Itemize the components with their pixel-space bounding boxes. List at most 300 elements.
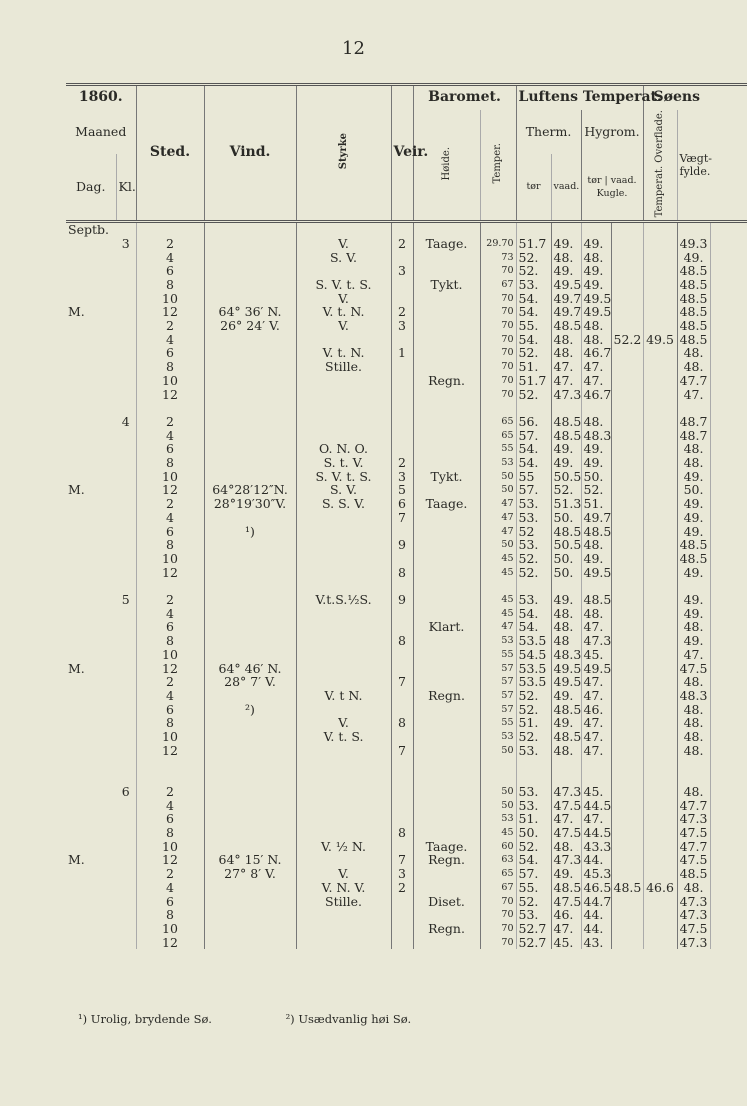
cell-h-vaad bbox=[643, 483, 677, 497]
cell-maaned bbox=[66, 401, 116, 415]
cell-veir bbox=[413, 634, 480, 648]
cell-bar-t: 52. bbox=[516, 264, 551, 278]
cell-vind bbox=[296, 525, 391, 539]
cell-kl: 12 bbox=[136, 936, 204, 950]
cell-soe-v bbox=[710, 607, 747, 621]
cell-veir bbox=[413, 360, 480, 374]
cell-kl: 8 bbox=[136, 634, 204, 648]
cell-t-tor: 51.3 bbox=[551, 497, 581, 511]
cell-bar-t: 55. bbox=[516, 319, 551, 333]
cell-h-tor bbox=[611, 716, 643, 730]
cell-styrke bbox=[391, 388, 413, 402]
cell-h-tor bbox=[611, 222, 643, 237]
cell-sted bbox=[204, 442, 296, 456]
cell-bar-t: 56. bbox=[516, 415, 551, 429]
cell-soe-t: 47. bbox=[677, 388, 710, 402]
cell-kl: 8 bbox=[136, 360, 204, 374]
cell-maaned bbox=[66, 346, 116, 360]
cell-bar-t: 52 bbox=[516, 525, 551, 539]
cell-maaned bbox=[66, 908, 116, 922]
cell-dag bbox=[116, 936, 136, 950]
cell-kl: 4 bbox=[136, 251, 204, 265]
cell-veir bbox=[413, 881, 480, 895]
cell-vind bbox=[296, 826, 391, 840]
cell-soe-t: 47.3 bbox=[677, 936, 710, 950]
cell-soe-v bbox=[710, 360, 747, 374]
cell-maaned bbox=[66, 744, 116, 758]
cell-t-vaad: 49.5 bbox=[581, 566, 611, 580]
table-row bbox=[66, 237, 747, 251]
cell-sted bbox=[204, 429, 296, 443]
cell-kl: 10 bbox=[136, 840, 204, 854]
cell-sted bbox=[204, 374, 296, 388]
hygrom-header: Hygrom. bbox=[581, 110, 643, 154]
luft-temp-header: Luftens Temperat. bbox=[516, 85, 643, 111]
cell-veir bbox=[413, 812, 480, 826]
cell-bar-t: 53. bbox=[516, 538, 551, 552]
cell-sted: 64° 36′ N. bbox=[204, 305, 296, 319]
cell-soe-v bbox=[710, 895, 747, 909]
cell-vind: V. bbox=[296, 867, 391, 881]
cell-maaned bbox=[66, 319, 116, 333]
cell-bar-h: 70 bbox=[480, 374, 516, 388]
cell-styrke bbox=[391, 292, 413, 306]
cell-t-vaad: 47. bbox=[581, 744, 611, 758]
cell-t-tor bbox=[551, 771, 581, 785]
cell-bar-t: 53. bbox=[516, 497, 551, 511]
cell-h-tor bbox=[611, 305, 643, 319]
cell-kl: 4 bbox=[136, 429, 204, 443]
cell-sted bbox=[204, 251, 296, 265]
cell-t-tor: 49.7 bbox=[551, 305, 581, 319]
cell-veir: Klart. bbox=[413, 620, 480, 634]
cell-vind: V. bbox=[296, 292, 391, 306]
cell-veir bbox=[413, 222, 480, 237]
cell-soe-v bbox=[710, 552, 747, 566]
table-row bbox=[66, 429, 747, 443]
cell-soe-t: 49. bbox=[677, 251, 710, 265]
vind-header: Vind. bbox=[204, 85, 296, 222]
cell-maaned bbox=[66, 593, 116, 607]
cell-t-tor: 52. bbox=[551, 483, 581, 497]
cell-vind bbox=[296, 758, 391, 772]
table-row bbox=[66, 278, 747, 292]
cell-kl: 2 bbox=[136, 867, 204, 881]
cell-soe-t: 50. bbox=[677, 483, 710, 497]
cell-styrke bbox=[391, 278, 413, 292]
cell-sted bbox=[204, 744, 296, 758]
cell-styrke: 3 bbox=[391, 470, 413, 484]
cell-t-tor: 48.5 bbox=[551, 730, 581, 744]
cell-h-tor bbox=[611, 319, 643, 333]
cell-soe-v bbox=[710, 593, 747, 607]
cell-veir bbox=[413, 292, 480, 306]
cell-styrke bbox=[391, 785, 413, 799]
cell-t-tor: 49.5 bbox=[551, 675, 581, 689]
cell-maaned bbox=[66, 648, 116, 662]
cell-t-tor: 49. bbox=[551, 593, 581, 607]
cell-sted: ²) bbox=[204, 703, 296, 717]
cell-bar-h: 70 bbox=[480, 360, 516, 374]
footnote-2: ²) Usædvanlig høi Sø. bbox=[285, 1012, 412, 1026]
cell-sted bbox=[204, 415, 296, 429]
cell-t-tor: 49. bbox=[551, 689, 581, 703]
cell-t-tor: 49. bbox=[551, 716, 581, 730]
cell-t-vaad: 43. bbox=[581, 936, 611, 950]
cell-kl: 6 bbox=[136, 703, 204, 717]
table-row bbox=[66, 648, 747, 662]
table-row bbox=[66, 222, 747, 237]
cell-t-tor: 49. bbox=[551, 237, 581, 251]
cell-h-vaad bbox=[643, 675, 677, 689]
hygrom-tor-label: tør bbox=[587, 175, 602, 187]
cell-h-vaad bbox=[643, 251, 677, 265]
cell-vind: S. V. bbox=[296, 483, 391, 497]
cell-vind bbox=[296, 429, 391, 443]
cell-h-vaad bbox=[643, 867, 677, 881]
cell-sted: 27° 8′ V. bbox=[204, 867, 296, 881]
cell-t-tor: 47. bbox=[551, 374, 581, 388]
table-row bbox=[66, 881, 747, 895]
cell-veir bbox=[413, 251, 480, 265]
cell-t-tor: 48.5 bbox=[551, 429, 581, 443]
table-row bbox=[66, 470, 747, 484]
cell-h-tor bbox=[611, 662, 643, 676]
cell-maaned bbox=[66, 415, 116, 429]
cell-bar-h: 73 bbox=[480, 251, 516, 265]
cell-vind bbox=[296, 648, 391, 662]
cell-veir bbox=[413, 675, 480, 689]
cell-bar-h: 50 bbox=[480, 799, 516, 813]
cell-soe-v bbox=[710, 716, 747, 730]
cell-dag bbox=[116, 264, 136, 278]
cell-t-vaad bbox=[581, 222, 611, 237]
cell-h-vaad bbox=[643, 936, 677, 950]
cell-veir: Regn. bbox=[413, 689, 480, 703]
cell-h-tor bbox=[611, 346, 643, 360]
cell-soe-v bbox=[710, 251, 747, 265]
cell-soe-t: 48.5 bbox=[677, 552, 710, 566]
cell-h-tor bbox=[611, 936, 643, 950]
cell-styrke: 8 bbox=[391, 566, 413, 580]
cell-bar-t: 53. bbox=[516, 799, 551, 813]
cell-soe-v bbox=[710, 675, 747, 689]
cell-t-vaad: 49. bbox=[581, 552, 611, 566]
cell-t-vaad: 46.7 bbox=[581, 346, 611, 360]
cell-soe-t: 48.5 bbox=[677, 333, 710, 347]
cell-t-tor: 47.5 bbox=[551, 799, 581, 813]
table-row bbox=[66, 895, 747, 909]
cell-t-vaad: 48. bbox=[581, 251, 611, 265]
cell-kl: 6 bbox=[136, 620, 204, 634]
cell-bar-h: 45 bbox=[480, 552, 516, 566]
cell-kl: 12 bbox=[136, 853, 204, 867]
cell-t-tor: 48. bbox=[551, 744, 581, 758]
cell-dag bbox=[116, 442, 136, 456]
cell-bar-t: 53.5 bbox=[516, 634, 551, 648]
cell-h-vaad bbox=[643, 826, 677, 840]
cell-vind: V. t. N. bbox=[296, 305, 391, 319]
cell-maaned bbox=[66, 634, 116, 648]
cell-soe-t: 48. bbox=[677, 456, 710, 470]
cell-kl: 2 bbox=[136, 593, 204, 607]
cell-t-vaad: 47. bbox=[581, 689, 611, 703]
table-row bbox=[66, 799, 747, 813]
cell-bar-t: 54. bbox=[516, 442, 551, 456]
cell-soe-t: 48. bbox=[677, 716, 710, 730]
cell-soe-v bbox=[710, 730, 747, 744]
cell-bar-h: 57 bbox=[480, 703, 516, 717]
cell-bar-h: 67 bbox=[480, 881, 516, 895]
cell-soe-t: 48.7 bbox=[677, 415, 710, 429]
cell-dag bbox=[116, 799, 136, 813]
cell-h-vaad bbox=[643, 264, 677, 278]
cell-bar-t: 52. bbox=[516, 251, 551, 265]
cell-maaned bbox=[66, 840, 116, 854]
cell-styrke bbox=[391, 620, 413, 634]
cell-t-tor: 47.5 bbox=[551, 826, 581, 840]
cell-styrke: 6 bbox=[391, 497, 413, 511]
table-row bbox=[66, 360, 747, 374]
cell-t-vaad: 48.5 bbox=[581, 525, 611, 539]
cell-sted bbox=[204, 826, 296, 840]
cell-bar-h bbox=[480, 758, 516, 772]
cell-soe-t: 48.5 bbox=[677, 264, 710, 278]
cell-h-tor bbox=[611, 237, 643, 251]
cell-bar-h: 47 bbox=[480, 525, 516, 539]
cell-t-tor: 48 bbox=[551, 634, 581, 648]
cell-t-vaad: 45. bbox=[581, 785, 611, 799]
cell-styrke bbox=[391, 758, 413, 772]
cell-sted bbox=[204, 470, 296, 484]
cell-sted: ¹) bbox=[204, 525, 296, 539]
cell-vind: S. t. V. bbox=[296, 456, 391, 470]
cell-soe-t bbox=[677, 401, 710, 415]
cell-h-vaad bbox=[643, 415, 677, 429]
cell-vind: O. N. O. bbox=[296, 442, 391, 456]
cell-styrke bbox=[391, 922, 413, 936]
cell-vind bbox=[296, 538, 391, 552]
cell-styrke bbox=[391, 525, 413, 539]
cell-soe-t: 49.3 bbox=[677, 237, 710, 251]
cell-dag bbox=[116, 675, 136, 689]
cell-h-vaad bbox=[643, 401, 677, 415]
cell-h-vaad bbox=[643, 716, 677, 730]
cell-soe-t: 47.3 bbox=[677, 895, 710, 909]
table-row bbox=[66, 415, 747, 429]
cell-kl: 12 bbox=[136, 388, 204, 402]
spacer-row bbox=[66, 401, 747, 415]
vaegtfylde-header: Vægt-fylde. bbox=[677, 110, 710, 222]
cell-sted: 64°28′12″N. bbox=[204, 483, 296, 497]
cell-t-vaad: 51. bbox=[581, 497, 611, 511]
cell-kl bbox=[136, 771, 204, 785]
cell-dag bbox=[116, 662, 136, 676]
cell-bar-t: 54. bbox=[516, 853, 551, 867]
cell-maaned bbox=[66, 442, 116, 456]
cell-h-tor bbox=[611, 620, 643, 634]
table-row bbox=[66, 483, 747, 497]
cell-kl: 4 bbox=[136, 689, 204, 703]
cell-bar-t: 51. bbox=[516, 812, 551, 826]
cell-maaned bbox=[66, 497, 116, 511]
cell-maaned bbox=[66, 333, 116, 347]
cell-kl bbox=[136, 222, 204, 237]
cell-h-tor bbox=[611, 566, 643, 580]
cell-h-tor bbox=[611, 525, 643, 539]
table-row bbox=[66, 703, 747, 717]
table-row bbox=[66, 346, 747, 360]
table-row bbox=[66, 264, 747, 278]
cell-t-tor bbox=[551, 758, 581, 772]
cell-styrke: 2 bbox=[391, 881, 413, 895]
table-row bbox=[66, 853, 747, 867]
cell-h-tor bbox=[611, 538, 643, 552]
cell-bar-t: 54.5 bbox=[516, 648, 551, 662]
cell-h-tor bbox=[611, 812, 643, 826]
cell-soe-t: 48. bbox=[677, 360, 710, 374]
table-row bbox=[66, 867, 747, 881]
cell-h-tor bbox=[611, 552, 643, 566]
cell-vind: S. V. t. S. bbox=[296, 278, 391, 292]
cell-bar-h: 50 bbox=[480, 744, 516, 758]
cell-maaned bbox=[66, 895, 116, 909]
cell-dag bbox=[116, 840, 136, 854]
cell-dag bbox=[116, 853, 136, 867]
cell-sted: 64° 15′ N. bbox=[204, 853, 296, 867]
cell-bar-t: 57. bbox=[516, 483, 551, 497]
cell-h-tor bbox=[611, 785, 643, 799]
cell-t-tor: 47. bbox=[551, 812, 581, 826]
cell-t-vaad: 47. bbox=[581, 620, 611, 634]
cell-vind bbox=[296, 922, 391, 936]
cell-h-vaad bbox=[643, 771, 677, 785]
cell-soe-v bbox=[710, 579, 747, 593]
cell-dag bbox=[116, 908, 136, 922]
cell-soe-t: 48. bbox=[677, 730, 710, 744]
cell-bar-h: 57 bbox=[480, 662, 516, 676]
cell-bar-h: 53 bbox=[480, 812, 516, 826]
cell-dag bbox=[116, 292, 136, 306]
cell-styrke bbox=[391, 812, 413, 826]
cell-styrke: 7 bbox=[391, 853, 413, 867]
cell-bar-h: 45 bbox=[480, 826, 516, 840]
year-header: 1860. bbox=[78, 89, 123, 106]
cell-kl: 6 bbox=[136, 346, 204, 360]
cell-styrke bbox=[391, 936, 413, 950]
cell-kl: 8 bbox=[136, 826, 204, 840]
cell-maaned bbox=[66, 237, 116, 251]
cell-t-vaad: 44. bbox=[581, 853, 611, 867]
cell-t-vaad: 47. bbox=[581, 675, 611, 689]
cell-maaned bbox=[66, 360, 116, 374]
cell-maaned bbox=[66, 607, 116, 621]
cell-bar-h: 45 bbox=[480, 566, 516, 580]
cell-kl: 12 bbox=[136, 305, 204, 319]
cell-h-tor bbox=[611, 579, 643, 593]
hygrom-kugle-label: Kugle. bbox=[596, 188, 628, 200]
cell-veir bbox=[413, 758, 480, 772]
cell-maaned bbox=[66, 374, 116, 388]
cell-soe-t: 49. bbox=[677, 634, 710, 648]
cell-styrke: 1 bbox=[391, 346, 413, 360]
cell-styrke bbox=[391, 251, 413, 265]
cell-bar-h: 65 bbox=[480, 867, 516, 881]
cell-h-vaad bbox=[643, 703, 677, 717]
cell-soe-t: 48.5 bbox=[677, 867, 710, 881]
cell-t-tor: 49. bbox=[551, 264, 581, 278]
cell-h-tor bbox=[611, 388, 643, 402]
cell-t-tor: 47. bbox=[551, 360, 581, 374]
cell-sted bbox=[204, 222, 296, 237]
cell-bar-t bbox=[516, 579, 551, 593]
cell-styrke bbox=[391, 222, 413, 237]
cell-t-vaad: 49. bbox=[581, 456, 611, 470]
cell-styrke bbox=[391, 799, 413, 813]
cell-bar-t: 52. bbox=[516, 840, 551, 854]
cell-h-tor bbox=[611, 456, 643, 470]
cell-h-tor bbox=[611, 908, 643, 922]
cell-t-vaad: 47.3 bbox=[581, 634, 611, 648]
cell-veir bbox=[413, 771, 480, 785]
table-row bbox=[66, 675, 747, 689]
cell-sted bbox=[204, 607, 296, 621]
cell-sted bbox=[204, 360, 296, 374]
cell-bar-t bbox=[516, 758, 551, 772]
cell-kl: 10 bbox=[136, 648, 204, 662]
cell-styrke: 9 bbox=[391, 593, 413, 607]
cell-h-tor bbox=[611, 826, 643, 840]
cell-soe-t: 47.5 bbox=[677, 922, 710, 936]
cell-kl bbox=[136, 401, 204, 415]
cell-kl: 6 bbox=[136, 525, 204, 539]
cell-sted bbox=[204, 538, 296, 552]
cell-h-tor bbox=[611, 483, 643, 497]
cell-kl: 6 bbox=[136, 895, 204, 909]
cell-maaned bbox=[66, 456, 116, 470]
cell-maaned bbox=[66, 785, 116, 799]
cell-soe-v bbox=[710, 470, 747, 484]
cell-h-vaad bbox=[643, 374, 677, 388]
cell-vind bbox=[296, 579, 391, 593]
cell-sted bbox=[204, 634, 296, 648]
cell-kl: 4 bbox=[136, 881, 204, 895]
cell-kl: 12 bbox=[136, 483, 204, 497]
cell-bar-h: 47 bbox=[480, 620, 516, 634]
page-number: 12 bbox=[342, 38, 365, 59]
cell-t-vaad: 48. bbox=[581, 415, 611, 429]
cell-t-vaad: 50. bbox=[581, 470, 611, 484]
cell-vind bbox=[296, 607, 391, 621]
cell-kl: 12 bbox=[136, 744, 204, 758]
cell-vind bbox=[296, 415, 391, 429]
cell-h-tor bbox=[611, 593, 643, 607]
table-row bbox=[66, 319, 747, 333]
cell-bar-h: 47 bbox=[480, 497, 516, 511]
cell-soe-t: 48. bbox=[677, 620, 710, 634]
cell-h-tor bbox=[611, 895, 643, 909]
cell-vind: V. bbox=[296, 237, 391, 251]
cell-bar-t: 53. bbox=[516, 908, 551, 922]
cell-t-vaad bbox=[581, 758, 611, 772]
cell-styrke bbox=[391, 607, 413, 621]
cell-kl: 10 bbox=[136, 374, 204, 388]
cell-vind: V. ½ N. bbox=[296, 840, 391, 854]
veir-header: Veir. bbox=[391, 85, 413, 222]
cell-t-tor: 48.5 bbox=[551, 319, 581, 333]
cell-vind bbox=[296, 333, 391, 347]
cell-dag bbox=[116, 388, 136, 402]
